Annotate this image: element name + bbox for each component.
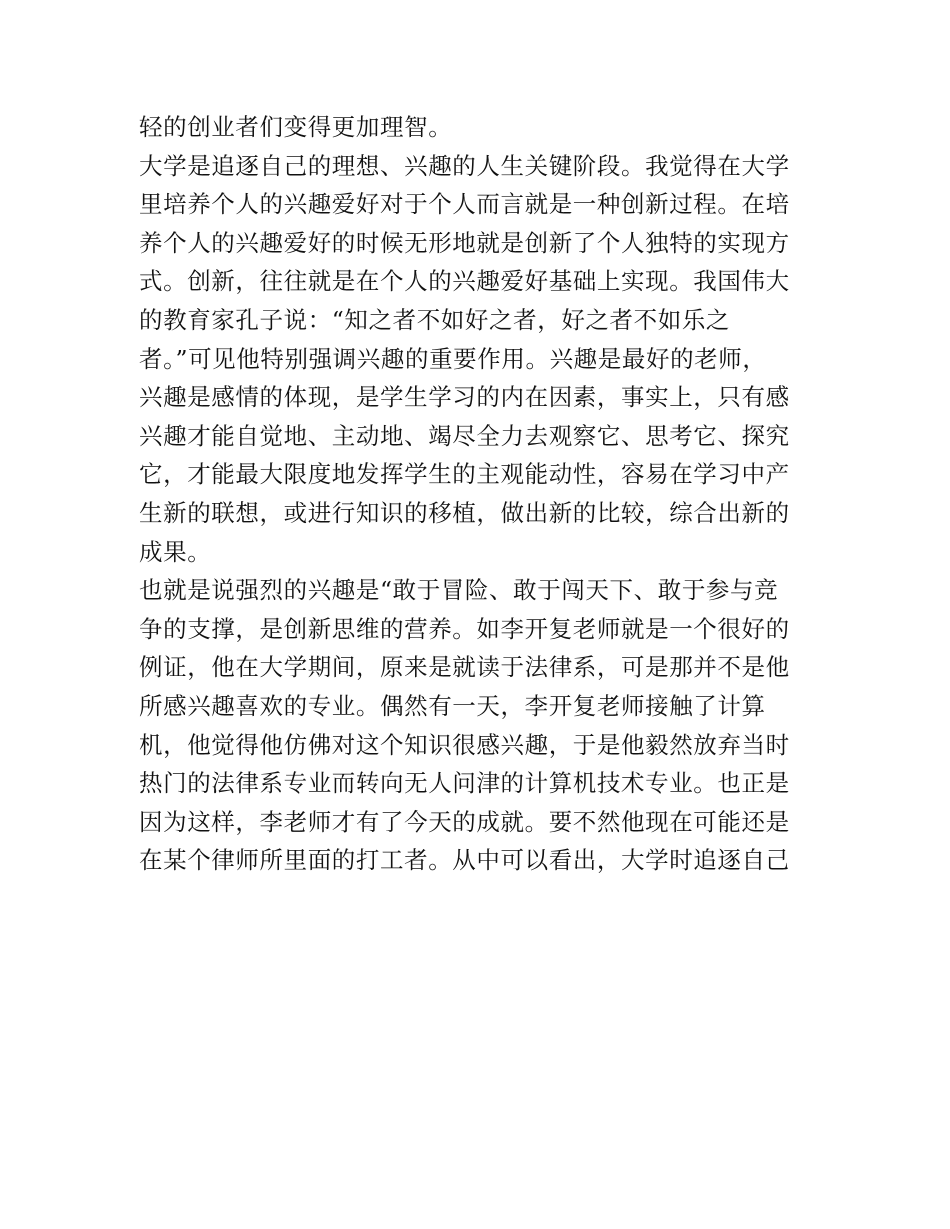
text-line: 所感兴趣喜欢的专业。偶然有一天，李开复老师接触了计算	[139, 691, 766, 720]
text-line: 也就是说强烈的兴趣是“敢于冒险、敢于闯天下、敢于参与竞	[139, 576, 779, 605]
text-line: 养个人的兴趣爱好的时候无形地就是创新了个人独特的实现方	[139, 228, 790, 257]
text-line: 里培养个人的兴趣爱好对于个人而言就是一种创新过程。在培	[139, 190, 790, 219]
body-text	[139, 108, 819, 880]
text-line: 机，他觉得他仿佛对这个知识很感兴趣，于是他毅然放弃当时	[139, 730, 790, 759]
text-line: 轻的创业者们变得更加理智。	[139, 113, 453, 141]
text-line: 例证，他在大学期间，原来是就读于法律系，可是那并不是他	[139, 653, 790, 682]
text-line: 兴趣是感情的体现，是学生学习的内在因素，事实上，只有感	[139, 383, 790, 412]
text-line: 者。”可见他特别强调兴趣的重要作用。兴趣是最好的老师，	[139, 344, 767, 373]
text-line: 争的支撑，是创新思维的营养。如李开复老师就是一个很好的	[139, 614, 790, 643]
text-line: 式。创新，往往就是在个人的兴趣爱好基础上实现。我国伟大	[139, 267, 790, 296]
text-line: 兴趣才能自觉地、主动地、竭尽全力去观察它、思考它、探究	[139, 421, 790, 450]
text-line: 热门的法律系专业而转向无人问津的计算机技术专业。也正是	[139, 769, 790, 798]
text-line: 大学是追逐自己的理想、兴趣的人生关键阶段。我觉得在大学	[139, 151, 790, 180]
text-line: 因为这样，李老师才有了今天的成就。要不然他现在可能还是	[139, 807, 790, 836]
text-line: 成果。	[139, 537, 212, 566]
text-line: 的教育家孔子说：“知之者不如好之者，好之者不如乐之	[139, 305, 731, 334]
text-line: 它，才能最大限度地发挥学生的主观能动性，容易在学习中产	[139, 460, 790, 489]
text-line: 生新的联想，或进行知识的移植，做出新的比较，综合出新的	[139, 498, 790, 527]
text-line: 在某个律师所里面的打工者。从中可以看出，大学时追逐自己	[139, 846, 790, 875]
